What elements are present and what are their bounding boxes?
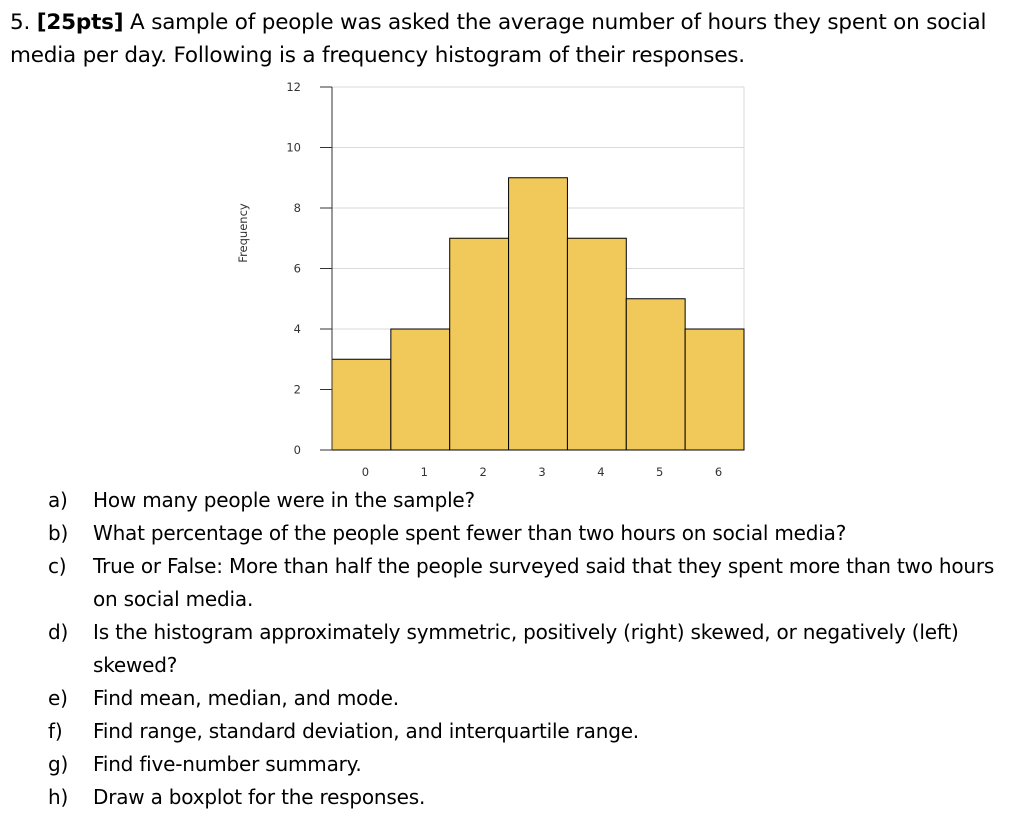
- x-tick-label: 3: [538, 465, 546, 479]
- y-tick-label: 6: [293, 261, 301, 276]
- histogram-bar: [332, 359, 391, 450]
- question-item: [48, 517, 1008, 550]
- y-axis-title: Frequency: [236, 203, 250, 263]
- x-tick-label: 0: [361, 465, 370, 479]
- x-tick-label: 1: [420, 465, 428, 479]
- histogram-bar: [685, 329, 744, 450]
- y-tick-label: 2: [293, 382, 301, 397]
- problem-intro: A sample of people was asked the average number of hours they spent on social media per day. Following is a frequency histogram of their responses.: [10, 10, 987, 68]
- problem-number: 5.: [10, 10, 31, 35]
- question-label: b): [48, 521, 69, 545]
- x-tick-label: 2: [479, 465, 487, 479]
- y-tick-label: 4: [293, 322, 301, 336]
- question-item: [48, 682, 1008, 715]
- question-label: d): [48, 620, 69, 644]
- question-text: What percentage of the people spent fewer than two hours on social media?: [93, 521, 847, 545]
- question-item: [48, 484, 1008, 517]
- question-text: Find range, standard deviation, and interquartile range.: [93, 719, 639, 743]
- question-label: h): [48, 785, 69, 809]
- histogram-bar: [391, 329, 450, 450]
- x-tick-label: 6: [714, 465, 723, 479]
- question-text: True or False: More than half the people surveyed said that they spent more than two hours on social media.: [93, 554, 995, 611]
- question-text: Is the histogram approximately symmetric, positively (right) skewed, or negatively (left) skewed?: [93, 620, 959, 677]
- question-label: e): [48, 686, 68, 710]
- y-tick-label: 0: [293, 443, 301, 457]
- question-text: Find mean, median, and mode.: [93, 686, 399, 710]
- question-label: g): [48, 752, 69, 776]
- y-tick-label: 8: [293, 201, 301, 215]
- question-list: [48, 484, 1008, 814]
- y-tick-label: 12: [286, 80, 301, 94]
- question-label: c): [48, 554, 67, 578]
- question-text: Find five-number summary.: [93, 752, 362, 776]
- question-item: [48, 748, 1008, 781]
- question-item: [48, 781, 1008, 814]
- y-tick-label: 10: [286, 140, 301, 155]
- x-tick-label: 4: [597, 465, 605, 479]
- histogram-bar: [567, 238, 626, 450]
- question-label: f): [48, 719, 63, 743]
- histogram-bar: [450, 238, 509, 450]
- histogram-bar: [626, 299, 685, 450]
- question-item: [48, 715, 1008, 748]
- x-tick-label: 5: [656, 465, 664, 479]
- question-label: a): [48, 488, 68, 512]
- question-text: How many people were in the sample?: [93, 488, 475, 512]
- question-item: [48, 616, 1008, 682]
- question-item: [48, 550, 1008, 616]
- histogram-bars: [332, 178, 744, 450]
- question-text: Draw a boxplot for the responses.: [93, 785, 426, 809]
- axes: [320, 87, 332, 450]
- problem-points: [25pts]: [36, 10, 124, 35]
- histogram-bar: [509, 178, 568, 450]
